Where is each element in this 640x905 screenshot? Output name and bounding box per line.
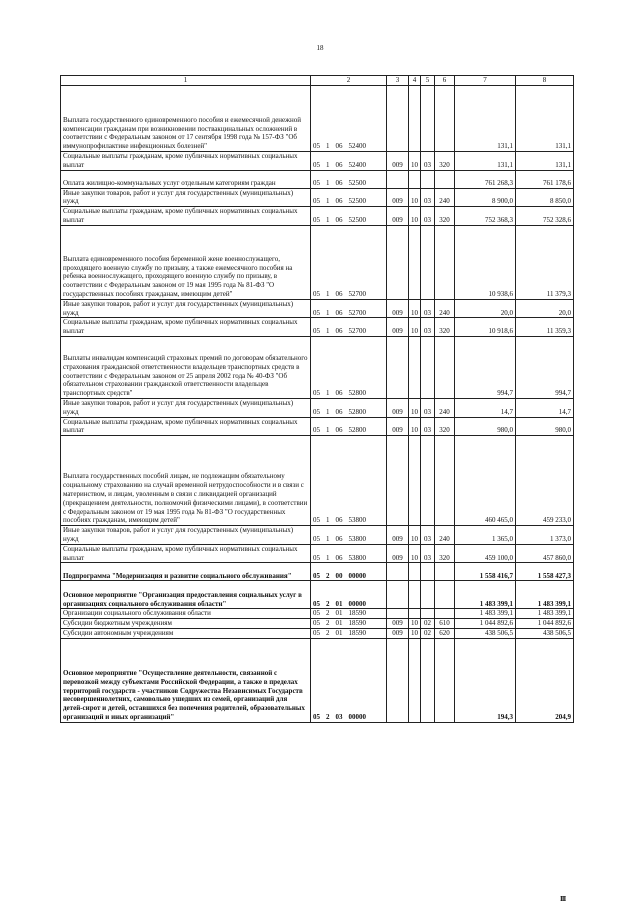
- row-col7: 980,0: [455, 417, 516, 436]
- code-part: 2: [326, 712, 330, 721]
- table-row: [61, 207, 574, 226]
- code-part: 06: [335, 160, 343, 169]
- row-col4: 10: [409, 318, 421, 337]
- header-cell: 4: [409, 76, 421, 86]
- row-col3: [387, 170, 409, 188]
- row-col8: 14,7: [516, 398, 574, 417]
- code-part: 52500: [348, 197, 366, 206]
- code-part: 05: [313, 389, 320, 398]
- row-col5: [421, 638, 435, 722]
- code-part: 06: [335, 178, 343, 187]
- row-col3: 009: [387, 318, 409, 337]
- code-part: 05: [313, 142, 320, 151]
- row-col4: [409, 609, 421, 619]
- row-col8: 11 379,3: [516, 225, 574, 299]
- code-part: 01: [335, 628, 343, 637]
- row-name: Основное мероприятие "Осуществление деятельности, связанной с перевозкой между субъектами Российской Федерации, а также в пределах территорий государств - участников Содружества Независимых Государств несовершеннолетних, самовольно ушедших из семей, организаций для детей-сирот и детей, оставшихся без попечения родителей, образовательных организаций и иных организаций": [61, 638, 311, 722]
- code-part: 06: [335, 389, 343, 398]
- code-part: 05: [313, 712, 320, 721]
- code-part: 1: [326, 327, 330, 336]
- code-part: 05: [313, 178, 320, 187]
- row-col3: 009: [387, 152, 409, 171]
- row-col4: 10: [409, 619, 421, 629]
- code-part: 52400: [348, 160, 366, 169]
- row-code: [311, 436, 387, 526]
- code-part: 18590: [348, 628, 366, 637]
- row-col3: 009: [387, 544, 409, 563]
- row-col8: 131,1: [516, 86, 574, 152]
- row-code: [311, 563, 387, 581]
- row-col4: [409, 638, 421, 722]
- row-name: Иные закупки товаров, работ и услуг для государственных (муниципальных) нужд: [61, 398, 311, 417]
- code-part: 05: [313, 289, 320, 298]
- row-col8: 131,1: [516, 152, 574, 171]
- row-code: [311, 398, 387, 417]
- row-col6: [435, 638, 455, 722]
- row-col4: [409, 225, 421, 299]
- code-part: 53800: [348, 553, 366, 562]
- row-col7: 10 918,6: [455, 318, 516, 337]
- code-part: 01: [335, 609, 343, 618]
- code-part: 1: [326, 534, 330, 543]
- code-part: 06: [335, 215, 343, 224]
- code-part: 05: [313, 571, 320, 580]
- row-col6: 320: [435, 318, 455, 337]
- row-col6: 240: [435, 398, 455, 417]
- row-col6: 320: [435, 207, 455, 226]
- row-col6: 620: [435, 628, 455, 638]
- row-col6: 320: [435, 152, 455, 171]
- page-number: 18: [316, 44, 324, 52]
- row-col5: [421, 225, 435, 299]
- table-row: [61, 336, 574, 398]
- row-code: [311, 188, 387, 207]
- table-row: [61, 619, 574, 629]
- header-cell: 8: [516, 76, 574, 86]
- row-code: [311, 152, 387, 171]
- row-col7: 1 365,0: [455, 526, 516, 545]
- code-part: 06: [335, 516, 343, 525]
- row-col3: 009: [387, 526, 409, 545]
- code-part: 1: [326, 553, 330, 562]
- code-part: 03: [335, 712, 343, 721]
- row-col6: [435, 436, 455, 526]
- row-col8: 1 373,0: [516, 526, 574, 545]
- table-row: [61, 152, 574, 171]
- table-row: [61, 225, 574, 299]
- code-part: 06: [335, 553, 343, 562]
- code-part: 05: [313, 327, 320, 336]
- code-part: 05: [313, 197, 320, 206]
- row-col7: 131,1: [455, 86, 516, 152]
- row-name: Оплата жилищно-коммунальных услуг отдельным категориям граждан: [61, 170, 311, 188]
- row-name: Социальные выплаты гражданам, кроме публичных нормативных социальных выплат: [61, 417, 311, 436]
- row-col4: [409, 170, 421, 188]
- row-col5: 02: [421, 619, 435, 629]
- row-code: [311, 207, 387, 226]
- row-col6: 240: [435, 188, 455, 207]
- code-part: 05: [313, 407, 320, 416]
- code-part: 06: [335, 534, 343, 543]
- code-part: 52400: [348, 142, 366, 151]
- header-cell: 7: [455, 76, 516, 86]
- code-part: 06: [335, 197, 343, 206]
- table-header: [61, 76, 574, 86]
- row-col4: 10: [409, 299, 421, 318]
- row-code: [311, 581, 387, 609]
- code-part: 52800: [348, 407, 366, 416]
- table-row: [61, 581, 574, 609]
- row-col8: 761 178,6: [516, 170, 574, 188]
- code-part: 05: [313, 553, 320, 562]
- row-col6: 320: [435, 544, 455, 563]
- row-code: [311, 526, 387, 545]
- row-code: [311, 225, 387, 299]
- row-col5: [421, 436, 435, 526]
- row-col7: 10 938,6: [455, 225, 516, 299]
- row-name: Основное мероприятие "Организация предоставления социальных услуг в организациях социального обслуживания области": [61, 581, 311, 609]
- row-col4: [409, 336, 421, 398]
- row-col3: 009: [387, 207, 409, 226]
- corner-mark: III: [560, 895, 566, 903]
- row-col3: 009: [387, 628, 409, 638]
- code-part: 52800: [348, 389, 366, 398]
- row-col7: 20,0: [455, 299, 516, 318]
- code-part: 00000: [348, 599, 366, 608]
- row-col3: 009: [387, 299, 409, 318]
- row-col5: [421, 581, 435, 609]
- code-part: 2: [326, 571, 330, 580]
- table-row: [61, 609, 574, 619]
- row-col5: 03: [421, 526, 435, 545]
- row-col7: 1 044 892,6: [455, 619, 516, 629]
- code-part: 1: [326, 407, 330, 416]
- row-col5: [421, 336, 435, 398]
- row-col3: [387, 563, 409, 581]
- row-col4: [409, 86, 421, 152]
- code-part: 18590: [348, 619, 366, 628]
- row-code: [311, 336, 387, 398]
- table-row: [61, 526, 574, 545]
- row-col5: 03: [421, 544, 435, 563]
- row-code: [311, 638, 387, 722]
- row-col8: 1 483 399,1: [516, 581, 574, 609]
- table-row: [61, 318, 574, 337]
- row-col8: 438 506,5: [516, 628, 574, 638]
- code-part: 52500: [348, 178, 366, 187]
- row-name: Выплата государственного единовременного пособия и ежемесячной денежной компенсации гражданам при возникновении поствакцинальных осложнений в соответствии с Федеральным законом от 17 сентября 1998 года № 157-ФЗ "Об иммунопрофилактике инфекционных болезней": [61, 86, 311, 152]
- code-part: 05: [313, 215, 320, 224]
- row-col6: 240: [435, 526, 455, 545]
- row-name: Субсидии автономным учреждениям: [61, 628, 311, 638]
- table-row: [61, 86, 574, 152]
- row-col3: [387, 436, 409, 526]
- header-cell: 3: [387, 76, 409, 86]
- row-name: Иные закупки товаров, работ и услуг для государственных (муниципальных) нужд: [61, 299, 311, 318]
- header-cell: 5: [421, 76, 435, 86]
- row-col7: 1 558 416,7: [455, 563, 516, 581]
- row-col5: [421, 563, 435, 581]
- row-col8: 752 328,6: [516, 207, 574, 226]
- row-col4: 10: [409, 417, 421, 436]
- code-part: 52500: [348, 215, 366, 224]
- code-part: 1: [326, 308, 330, 317]
- code-part: 53800: [348, 516, 366, 525]
- row-col5: 03: [421, 318, 435, 337]
- row-col5: 03: [421, 417, 435, 436]
- row-col8: 994,7: [516, 336, 574, 398]
- code-part: 1: [326, 516, 330, 525]
- row-col8: 459 233,0: [516, 436, 574, 526]
- row-code: [311, 170, 387, 188]
- row-col4: 10: [409, 628, 421, 638]
- row-name: Иные закупки товаров, работ и услуг для государственных (муниципальных) нужд: [61, 526, 311, 545]
- row-col5: [421, 609, 435, 619]
- table-row: [61, 563, 574, 581]
- code-part: 1: [326, 426, 330, 435]
- table-body: [61, 86, 574, 723]
- code-part: 2: [326, 609, 330, 618]
- row-code: [311, 299, 387, 318]
- row-code: [311, 619, 387, 629]
- row-col4: [409, 563, 421, 581]
- row-col6: [435, 225, 455, 299]
- table-row: [61, 299, 574, 318]
- row-col6: [435, 609, 455, 619]
- row-name: Субсидии бюджетным учреждениям: [61, 619, 311, 629]
- row-col8: 980,0: [516, 417, 574, 436]
- code-part: 05: [313, 516, 320, 525]
- row-name: Подпрограмма "Модернизация и развитие социального обслуживания": [61, 563, 311, 581]
- code-part: 06: [335, 327, 343, 336]
- row-col4: 10: [409, 526, 421, 545]
- row-col3: 009: [387, 619, 409, 629]
- code-part: 2: [326, 599, 330, 608]
- row-col8: 1 483 399,1: [516, 609, 574, 619]
- row-name: Организации социального обслуживания области: [61, 609, 311, 619]
- row-col3: [387, 638, 409, 722]
- row-col7: 438 506,5: [455, 628, 516, 638]
- code-part: 05: [313, 619, 320, 628]
- code-part: 00000: [348, 712, 366, 721]
- code-part: 2: [326, 628, 330, 637]
- row-col8: 1 558 427,3: [516, 563, 574, 581]
- table-row: [61, 628, 574, 638]
- table-row: [61, 398, 574, 417]
- row-code: [311, 417, 387, 436]
- row-name: Социальные выплаты гражданам, кроме публичных нормативных социальных выплат: [61, 544, 311, 563]
- row-col5: 03: [421, 207, 435, 226]
- row-col7: 8 900,0: [455, 188, 516, 207]
- code-part: 1: [326, 215, 330, 224]
- code-part: 05: [313, 534, 320, 543]
- code-part: 06: [335, 289, 343, 298]
- table-row: [61, 544, 574, 563]
- table-row: [61, 188, 574, 207]
- row-col3: [387, 336, 409, 398]
- code-part: 1: [326, 197, 330, 206]
- row-col6: [435, 336, 455, 398]
- row-col4: 10: [409, 544, 421, 563]
- row-col7: 14,7: [455, 398, 516, 417]
- row-code: [311, 318, 387, 337]
- row-col7: 131,1: [455, 152, 516, 171]
- row-name: Иные закупки товаров, работ и услуг для государственных (муниципальных) нужд: [61, 188, 311, 207]
- row-name: Выплаты инвалидам компенсаций страховых премий по договорам обязательного страхования гражданской ответственности владельцев транспортных средств в соответствии с Федеральным законом от 25 апреля 2002 года № 40-ФЗ "Об обязательном страховании гражданской ответственности владельцев транспортных средств": [61, 336, 311, 398]
- code-part: 06: [335, 308, 343, 317]
- code-part: 05: [313, 628, 320, 637]
- row-col7: 460 465,0: [455, 436, 516, 526]
- row-col3: [387, 581, 409, 609]
- row-col6: 240: [435, 299, 455, 318]
- row-code: [311, 544, 387, 563]
- row-col8: 11 359,3: [516, 318, 574, 337]
- row-code: [311, 609, 387, 619]
- row-col5: 03: [421, 398, 435, 417]
- row-col7: 761 268,3: [455, 170, 516, 188]
- row-col6: 610: [435, 619, 455, 629]
- code-part: 52800: [348, 426, 366, 435]
- row-col7: 194,3: [455, 638, 516, 722]
- row-code: [311, 86, 387, 152]
- row-col4: [409, 436, 421, 526]
- table-row: [61, 436, 574, 526]
- row-col5: 03: [421, 299, 435, 318]
- row-col6: [435, 170, 455, 188]
- row-col5: 03: [421, 188, 435, 207]
- row-col3: 009: [387, 398, 409, 417]
- code-part: 05: [313, 426, 320, 435]
- code-part: 1: [326, 142, 330, 151]
- code-part: 18590: [348, 609, 366, 618]
- code-part: 53800: [348, 534, 366, 543]
- row-col3: 009: [387, 188, 409, 207]
- code-part: 00000: [348, 571, 366, 580]
- row-code: [311, 628, 387, 638]
- row-col6: [435, 581, 455, 609]
- code-part: 01: [335, 619, 343, 628]
- code-part: 01: [335, 599, 343, 608]
- code-part: 00: [335, 571, 343, 580]
- code-part: 05: [313, 308, 320, 317]
- code-part: 1: [326, 178, 330, 187]
- row-name: Выплата государственных пособий лицам, не подлежащим обязательному социальному страхованию на случай временной нетрудоспособности и в связи с материнством, и лицам, уволенным в связи с ликвидацией организаций (прекращением деятельности, полномочий физическими лицами), в соответствии с Федеральным законом от 19 мая 1995 года № 81-ФЗ "О государственных пособиях гражданам, имеющим детей": [61, 436, 311, 526]
- row-col7: 994,7: [455, 336, 516, 398]
- code-part: 1: [326, 389, 330, 398]
- row-name: Социальные выплаты гражданам, кроме публичных нормативных социальных выплат: [61, 318, 311, 337]
- row-col5: 02: [421, 628, 435, 638]
- row-col3: [387, 86, 409, 152]
- row-col5: 03: [421, 152, 435, 171]
- code-part: 52700: [348, 327, 366, 336]
- header-cell: 1: [61, 76, 311, 86]
- row-col7: 752 368,3: [455, 207, 516, 226]
- row-col7: 1 483 399,1: [455, 581, 516, 609]
- budget-table: [60, 75, 574, 723]
- row-col8: 204,9: [516, 638, 574, 722]
- row-col3: [387, 225, 409, 299]
- code-part: 2: [326, 619, 330, 628]
- code-part: 06: [335, 426, 343, 435]
- code-part: 1: [326, 289, 330, 298]
- row-name: Выплата единовременного пособия беременной жене военнослужащего, проходящего военную службу по призыву, а также ежемесячного пособия на ребенка военнослужащего, проходящего военную службу по призыву, в соответствии с Федеральным законом от 19 мая 1995 года № 81-ФЗ "О государственных пособиях гражданам, имеющим детей": [61, 225, 311, 299]
- row-col8: 1 044 892,6: [516, 619, 574, 629]
- row-col4: [409, 581, 421, 609]
- code-part: 05: [313, 160, 320, 169]
- table-row: [61, 638, 574, 722]
- table-row: [61, 170, 574, 188]
- row-col4: 10: [409, 207, 421, 226]
- code-part: 52700: [348, 308, 366, 317]
- row-col6: 320: [435, 417, 455, 436]
- table-row: [61, 417, 574, 436]
- row-col6: [435, 86, 455, 152]
- code-part: 06: [335, 407, 343, 416]
- row-col3: 009: [387, 417, 409, 436]
- row-col6: [435, 563, 455, 581]
- row-col4: 10: [409, 152, 421, 171]
- code-part: 1: [326, 160, 330, 169]
- row-col8: 20,0: [516, 299, 574, 318]
- code-part: 52700: [348, 289, 366, 298]
- row-col5: [421, 86, 435, 152]
- row-col7: 1 483 399,1: [455, 609, 516, 619]
- row-col4: 10: [409, 398, 421, 417]
- row-col3: [387, 609, 409, 619]
- header-cell: 2: [311, 76, 387, 86]
- code-part: 06: [335, 142, 343, 151]
- code-part: 05: [313, 609, 320, 618]
- code-part: 05: [313, 599, 320, 608]
- row-col5: [421, 170, 435, 188]
- row-col4: 10: [409, 188, 421, 207]
- row-col8: 8 850,0: [516, 188, 574, 207]
- row-col8: 457 860,0: [516, 544, 574, 563]
- row-name: Социальные выплаты гражданам, кроме публичных нормативных социальных выплат: [61, 152, 311, 171]
- row-col7: 459 100,0: [455, 544, 516, 563]
- header-cell: 6: [435, 76, 455, 86]
- row-name: Социальные выплаты гражданам, кроме публичных нормативных социальных выплат: [61, 207, 311, 226]
